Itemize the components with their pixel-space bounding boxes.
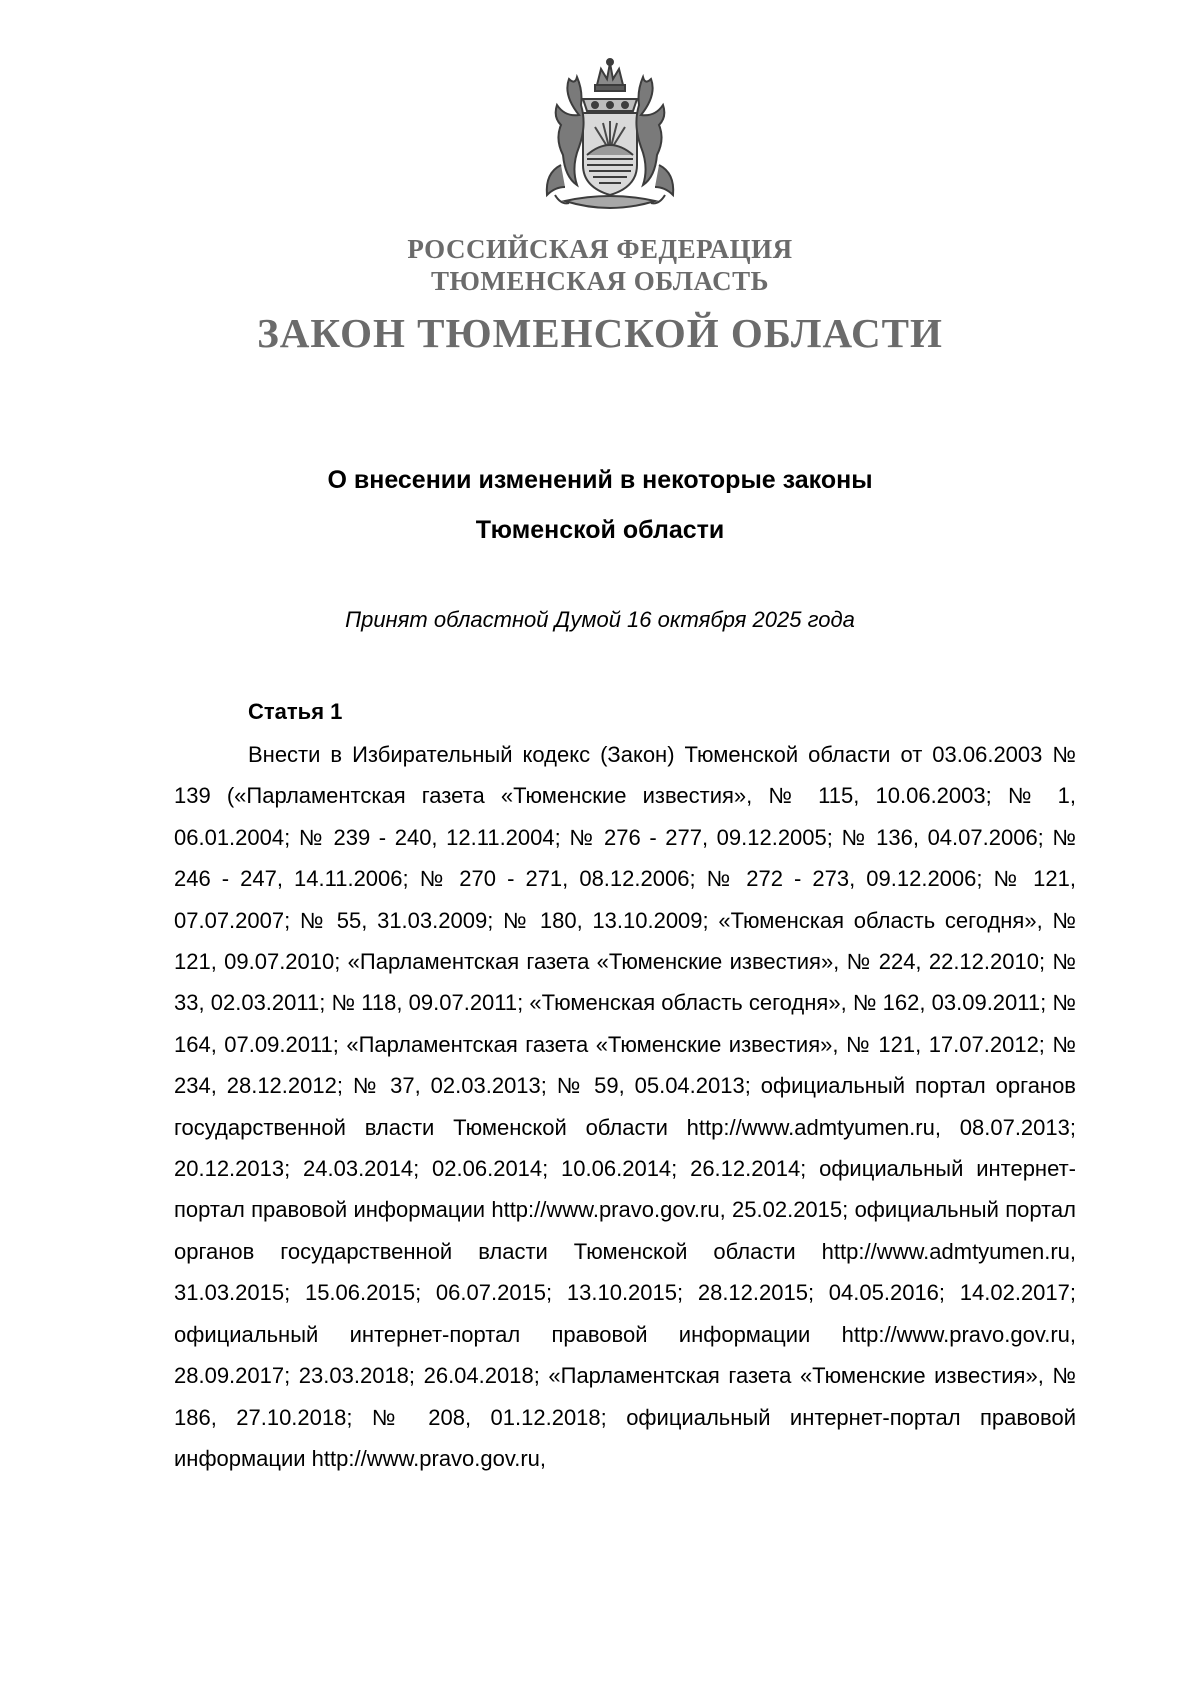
law-title	[0, 455, 1200, 555]
adoption-note: Принят областной Думой 16 октября 2025 года	[345, 607, 855, 632]
document-header	[0, 232, 1200, 358]
law-title-line-2: Тюменской области	[475, 516, 725, 544]
article-body-text: Внести в Избирательный кодекс (Закон) Тюменской области от 03.06.2003 № 139 («Парламентская газета «Тюменские известия», № 115, 10.06.2003; № 1, 06.01.2004; № 239 - 240, 12.11.2004; № 276 - 277, 09.12.2005; № 136, 04.07.2006; № 246 - 247, 14.11.2006; № 270 - 271, 08.12.2006; № 272 - 273, 09.12.2006; № 121, 07.07.2007; № 55, 31.03.2009; № 180, 13.10.2009; «Тюменская область сегодня», № 121, 09.07.2010; «Парламентская газета «Тюменские известия», № 224, 22.12.2010; № 33, 02.03.2011; № 118, 09.07.2011; «Тюменская область сегодня», № 162, 03.09.2011; № 164, 07.09.2011; «Парламентская газета «Тюменские известия», № 121, 17.07.2012; № 234, 28.12.2012; № 37, 02.03.2013; № 59, 05.04.2013; официальный портал органов государственной власти Тюменской области http://www.admtyumen.ru, 08.07.2013; 20.12.2013; 24.03.2014; 02.06.2014; 10.06.2014; 26.12.2014; официальный интернет-портал правовой информации http://www.pravo.gov.ru, 25.02.2015; официальный портал органов государственной власти Тюменской области http://www.admtyumen.ru, 31.03.2015; 15.06.2015; 06.07.2015; 13.10.2015; 28.12.2015; 04.05.2016; 14.02.2017; официальный интернет-портал правовой информации http://www.pravo.gov.ru, 28.09.2017; 23.03.2018; 26.04.2018; «Парламентская газета «Тюменские известия», № 186, 27.10.2018; № 208, 01.12.2018; официальный интернет-портал правовой информации http://www.pravo.gov.ru,	[174, 742, 1076, 1471]
region-name: ТЮМЕНСКАЯ ОБЛАСТЬ	[430, 266, 770, 296]
coat-of-arms-icon	[525, 55, 695, 220]
article-heading: Статья 1	[248, 699, 343, 724]
law-title-line-1: О внесении изменений в некоторые законы	[327, 466, 873, 494]
country-name: РОССИЙСКАЯ ФЕДЕРАЦИЯ	[407, 234, 793, 264]
law-type-heading: ЗАКОН ТЮМЕНСКОЙ ОБЛАСТИ	[257, 310, 943, 356]
